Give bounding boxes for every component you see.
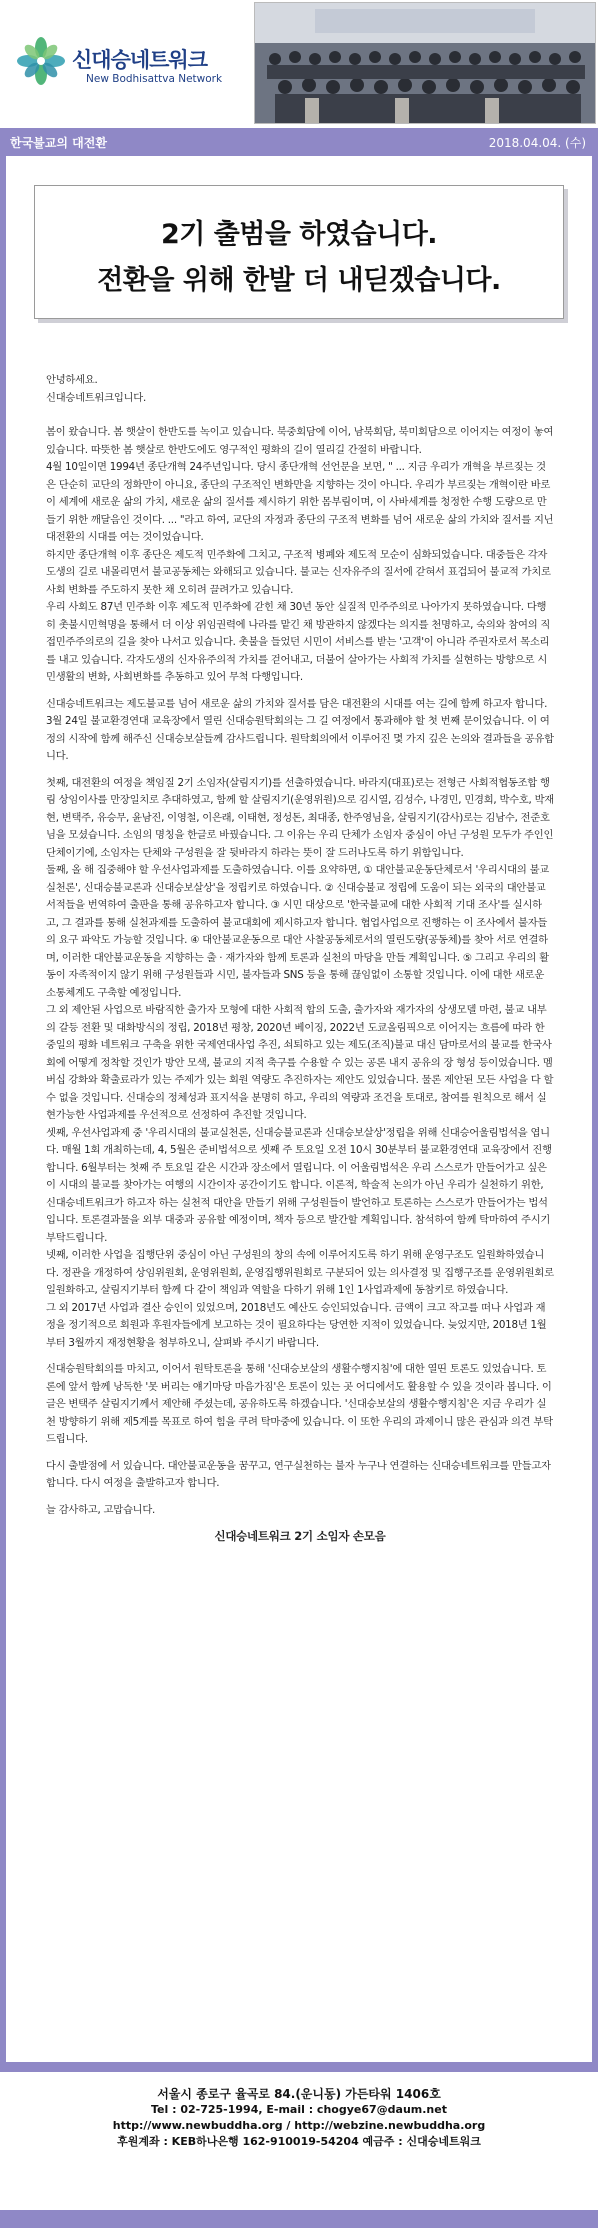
paragraph: 셋째, 우선사업과제 중 '우리시대의 불교실천론, 신대승불교론과 신대승보살상'정립을 위해 신대승어울림법석을 엽니다. 매월 1회 개최하는데, 4, 5월은 준비법석으로 셋째 주 토요일 오전 10시 30분부터 불교환경연대 교육장에서 진행합니다. 6월부터는 첫째 주 토요일 같은 시간과 장소에서 열립니다. 이 어울림법석은 우리 스스로가 만들어가고 싶은 이 시대의 불교를 찾아가는 여행의 시간이자 공간이기도 합니다. 이론적, 학술적 논의가 아닌 우리가 실천하기 위한, 신대승네트워크가 하고자 하는 실천적 대안을 만들기 위해 구성원들이 발언하고 토론하는 스스로가 만들어가는 법석입니다. 토론결과물을 외부 대중과 공유할 예정이며, 책자 등으로 발간할 계획입니다. 참석하여 함께 탁마하여 주시기 부탁드립니다. <box>46 1126 552 1244</box>
signature: 신대승네트워크 2기 소임자 손모음 <box>214 1529 386 1543</box>
headline-line-2: 전환을 위해 한발 더 내딛겠습니다. <box>97 265 501 296</box>
paragraph: 신대승네트워크는 제도불교를 넘어 새로운 삶의 가치와 질서를 담은 대전환의 시대를 여는 길에 함께 하고자 합니다. 3월 24일 불교환경연대 교육장에서 열린 신대승원탁회의는 그 길 여정에서 통과해야 할 첫 번째 문이었습니다. 이 여정의 시작에 함께 해주신 신대승보살들께 감사드립니다. 원탁회의에서 이루어진 몇 가지 깊은 논의와 결과들을 공유합니다. <box>46 697 554 762</box>
logo-subtitle: New Bodhisattva Network <box>86 73 223 85</box>
paragraph: 하지만 종단개혁 이후 종단은 제도적 민주화에 그치고, 구조적 병폐와 제도적 모순이 심화되었습니다. 대중들은 각자도생의 길로 내몰리면서 불교공동체는 와해되고 있습니다. 불교는 신자유주의 질서에 갇혀서 표겁되어 불교적 가치로 사회 변화를 주도하지 못한 채 오히려 끌려가고 있습니다. <box>46 548 551 596</box>
paragraph: 4월 10일이면 1994년 종단개혁 24주년입니다. 당시 종단개혁 선언문을 보면, " ... 지금 우리가 개혁을 부르짖는 것은 단순히 교단의 정화만이 아니요, 종단의 구조적인 변화만을 지향하는 것이 아니다. 우리가 부르짖는 개혁이란 바로 이 세계에 새로운 삶의 가치, 새로운 삶의 질서를 제시하기 위한 몸부림이며, 이 사바세계를 청정한 수행 도량으로 만들기 위한 깨달음인 것이다. ... "라고 하여, 교단의 자정과 종단의 구조적 변화를 넘어 새로운 삶의 가치와 질서를 지닌 대전환의 시대를 여는 것이었습니다. <box>46 461 554 543</box>
paragraph: 봄이 왔습니다. 봄 햇살이 한반도를 녹이고 있습니다. 북중회담에 이어, 남북회담, 북미회담으로 이어지는 여정이 놓여 있습니다. 따뜻한 봄 햇살로 한반도에도 영구적인 평화의 길이 열리길 간절히 바랍니다. <box>46 426 554 456</box>
issue-date: 2018.04.04. (수) <box>488 136 586 150</box>
footer-divider <box>0 2062 598 2072</box>
date-bar <box>0 128 598 156</box>
footer-bottom-bar <box>0 2210 598 2228</box>
intro: 신대승네트워크입니다. <box>46 391 146 404</box>
paragraph: 넷째, 이러한 사업을 집행단위 중심이 아닌 구성원의 창의 속에 이루어지도록 하기 위해 운영구조도 일원화하였습니다. 정관을 개정하여 상임위원회, 운영위원회, 운영집행위원회로 구분되어 있는 의사결정 및 집행구조를 운영위원회로 일원화하고, 살림지기부터 함께 다 같이 책임과 역할을 다하기 위해 1인 1사업과제에 동참키로 하였습니다. <box>46 1249 554 1296</box>
greeting: 안녕하세요. <box>46 374 98 386</box>
paragraph: 다시 출발점에 서 있습니다. 대안불교운동을 꿈꾸고, 연구실천하는 불자 누구나 연결하는 신대승네트워크를 만들고자 합니다. 다시 여정을 출발하고자 합니다. <box>46 1459 551 1489</box>
paragraph: 신대승원탁회의를 마치고, 이어서 원탁토론을 통해 '신대승보살의 생활수행지침'에 대한 열띤 토론도 있었습니다. 토론에 앞서 함께 낭독한 '못 버리는 얘기마당 마음가짐'은 토론이 있는 곳 어디에서도 활용할 수 있을 것이라 봅니다. 이 글은 변택주 살림지기께서 제안해 주셨는데, 공유하도록 하겠습니다. '신대승보살의 생활수행지침'은 지금 우리가 실천 방향하기 위해 제5계를 목표로 하여 힘을 쿠려 탁마중에 있습니다. 이 또한 우리의 과제이니 많은 관심과 의견 부탁드립니다. <box>46 1363 553 1445</box>
footer <box>0 2062 598 2228</box>
closing: 늘 감사하고, 고맙습니다. <box>46 1503 156 1516</box>
headline-box <box>34 185 564 319</box>
header <box>0 0 598 126</box>
section-label: 한국불교의 대전환 <box>10 136 107 150</box>
paragraph: 둘째, 올 해 집중해야 할 우선사업과제를 도출하였습니다. 이를 요약하면, ① 대안불교운동단체로서 '우리시대의 불교실천론', 신대승불교론과 신대승보살상'을 정립키로 하였습니다. ② 신대승불교 정립에 도움이 되는 외국의 대안불교 서적들을 번역하여 출판을 통해 공유하고자 합니다. ③ 시민 대상으로 '한국불교에 대한 사회적 기대 조사'를 실시하고, 그 결과를 통해 실천과제를 도출하여 불교대회에 제시하고자 합니다. 협업사업으로 진행하는 이 조사에서 불자들의 요구 파악도 가능할 것입니다. ④ 대안불교운동으로 대안 사찰공동체로서의 열린도량(공동체)를 찾아 서로 연결하며, 이러한 대안불교운동을 지향하는 출 · 재가자와 함께 토론과 실천의 마당을 만들 계획입니다. ⑤ 그리고 우리의 활동이 자족적이지 않기 위해 구성원들과 시민, 불자들과 SNS 등을 통해 끊임없이 소통할 것입니다. 이에 대한 새로운 소통체계도 구축할 예정입니다. <box>46 864 549 999</box>
letter-body <box>46 372 554 1546</box>
lotus-logo-icon <box>14 34 68 88</box>
footer-account: 후원계좌 : KEB하나은행 162-910019-54204 예금주 : 신대승네트워크 <box>117 2135 481 2148</box>
paragraph: 그 외 제안된 사업으로 바람직한 출가자 모형에 대한 사회적 합의 도출, 출가자와 재가자의 상생모델 마련, 불교 내부의 갈등 전환 및 대화방식의 정립, 2018년 평창, 2020년 베이징, 2022년 도쿄올림픽으로 이어지는 흐름에 따라 한중일의 평화 네트워크 구축을 위한 국제연대사업 추진, 쇠퇴하고 있는 제도(조직)불교 대신 담마로서의 불교를 한국사회에 어떻게 정착할 것인가 방안 모색, 불교의 지적 축구를 수용할 수 있는 공론 내지 공유의 장 형성 등이었습니다. 멤버십 강화와 확출료라가 있는 주제가 있는 회원 역량도 추진하자는 제안도 있었습니다. 물론 제안된 모든 사업을 다 할 수 없을 것입니다. 신대승의 정체성과 표지석을 분명히 하고, 우리의 역량과 조건을 토대로, 참여를 원칙으로 해서 실현가능한 사업과제를 우선적으로 선정하여 추진할 것입니다. <box>46 1004 554 1121</box>
footer-web[interactable]: http://www.newbuddha.org / http://webzine.newbuddha.org <box>112 2119 486 2132</box>
footer-contact[interactable]: Tel : 02-725-1994, E-mail : chogye67@daum.net <box>151 2103 447 2116</box>
paragraph: 그 외 2017년 사업과 결산 승인이 있었으며, 2018년도 예산도 승인되었습니다. 금액이 크고 작고를 떠나 사업과 재정을 정기적으로 회원과 후원자들에게 보고하는 것이 필요하다는 당연한 지적이 있었습니다. 늦었지만, 2018년 1월부터 3월까지 재정현황을 첨부하오니, 살펴봐 주시기 바랍니다. <box>46 1301 547 1349</box>
headline-line-1: 2기 출범을 하였습니다. <box>160 219 438 250</box>
group-photo <box>254 2 596 124</box>
logo-title: 신대승네트워크 <box>72 48 208 72</box>
group-photo-illustration <box>255 3 596 124</box>
paragraph: 첫째, 대전환의 여정을 책임질 2기 소임자(살림지기)를 선출하였습니다. 바라지(대표)로는 전형근 사회적협동조합 행림 상임이사를 만장일치로 추대하였고, 함께 할 살림지기(운영위원)으로 김시열, 김성수, 나경민, 민경희, 박수호, 박재현, 변택주, 유승무, 윤남진, 이영철, 이은래, 이태현, 정성돈, 최대종, 한주영님을, 살림지기(감사)로는 김남수, 전준호님을 모셨습니다. 소임의 명칭을 한글로 바꿨습니다. 그 이유는 우리 단체가 소임자 중심이 아닌 구성원 모두가 주인인 단체이기에, 소임자는 단체와 구성원을 잘 뒷바라지 하라는 뜻이 잘 드러나도록 하기 위함입니다. <box>46 776 554 859</box>
footer-text <box>0 2086 598 2150</box>
footer-address: 서울시 종로구 율곡로 84.(운니동) 가든타워 1406호 <box>157 2087 441 2101</box>
paragraph: 우리 사회도 87년 민주화 이후 제도적 민주화에 갇힌 채 30년 동안 실질적 민주주의로 나아가지 못하였습니다. 다행히 촛불시민혁명을 통해서 더 이상 위임권력에 나라를 맡긴 채 방관하지 않겠다는 의지를 천명하고, 숙의와 참여의 직접민주주의로의 길을 찾아 나서고 있습니다. 촛불을 들었던 시민이 서비스를 받는 '고객'이 아니라 주권자로서 목소리를 내고 있습니다. 각자도생의 신자유주의적 가치를 걷어내고, 더불어 살아가는 사회적 가치를 실현하는 방향으로 시민생활의 변화, 사회변화를 추동하고 있어 무척 다행입니다. <box>46 601 551 683</box>
